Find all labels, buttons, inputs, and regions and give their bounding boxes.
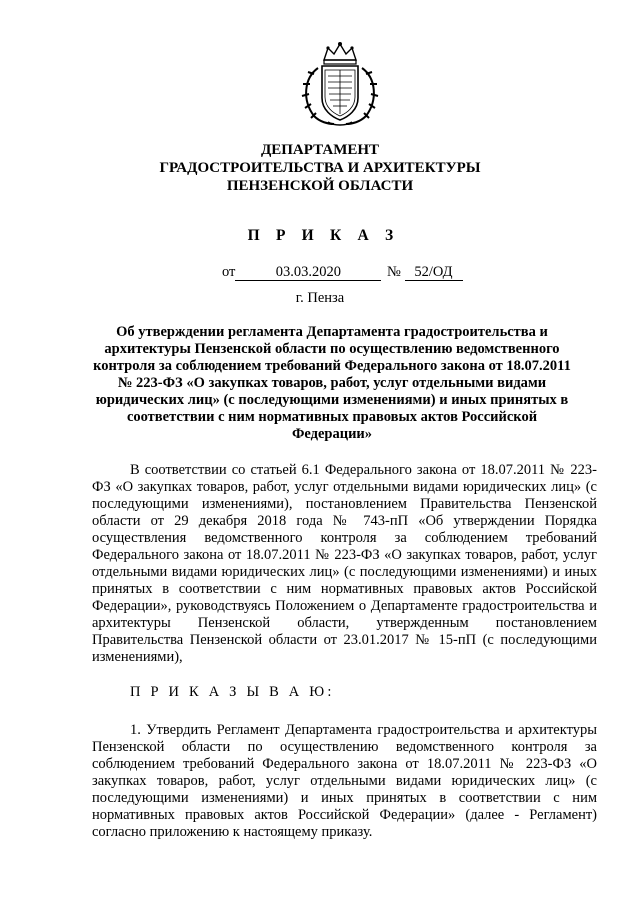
document-type-heading: П Р И К А З [247, 227, 400, 244]
department-line-3: ПЕНЗЕНСКОЙ ОБЛАСТИ [226, 178, 414, 194]
order-date: 03.03.2020 [235, 264, 381, 281]
from-label: от [222, 264, 236, 280]
department-line-2: ГРАДОСТРОИТЕЛЬСТВА И АРХИТЕКТУРЫ [159, 160, 481, 176]
city-name: г. Пенза [295, 290, 345, 306]
preamble-paragraph: В соответствии со статьей 6.1 Федерального закона от 18.07.2011 № 223-ФЗ «О закупках товаров, работ, услуг отдельными видами юридических лиц» (с последующими изменениями), постановлением Правительства Пензенской области от 29 декабря 2018 года № 743-пП «Об утверждении Порядка осуществления ведомственного контроля за соблюдением требований Федерального закона от 18.07.2011 № 223-ФЗ «О закупках товаров, работ, услуг отдельными видами юридических лиц» (с последующими изменениями) и иных принятых в соответствии с ним нормативных правовых актов Российской Федерации», руководствуясь Положением о Департаменте градостроительства и архитектуры Пензенской области, утвержденным постановлением Правительства Пензенской области от 23.01.2017 № 15-пП (с последующими изменениями), [92, 462, 597, 665]
order-number: 52/ОД [405, 264, 463, 281]
order-date-number-line [222, 264, 463, 281]
department-header [0, 141, 640, 195]
order-title: Об утверждении регламента Департамента градостроительства и архитектуры Пензенской области по осуществлению ведомственного контроля за соблюдением требований Федерального закона от 18.07.2011 № 223-ФЗ «О закупках товаров, работ, услуг отдельными видами юридических лиц» (с последующими изменениями) и иных принятых в соответствии с ним нормативных правовых актов Российской Федерации» [93, 324, 571, 442]
directive-heading: П Р И К А З Ы В А Ю: [130, 684, 335, 700]
number-label: № [387, 264, 401, 280]
department-line-1: ДЕПАРТАМЕНТ [260, 142, 380, 158]
item-1-paragraph: 1. Утвердить Регламент Департамента градостроительства и архитектуры Пензенской области по осуществлению ведомственного контроля за соблюдением требований Федерального закона от 18.07.2011 № 223-ФЗ «О закупках товаров, работ, услуг отдельными видами юридических лиц» (с последующими изменениями) и иных принятых в соответствии с ним нормативных правовых актов Российской Федерации» (далее - Регламент) согласно приложению к настоящему приказу. [92, 722, 597, 840]
coat-of-arms-emblem [298, 40, 382, 128]
